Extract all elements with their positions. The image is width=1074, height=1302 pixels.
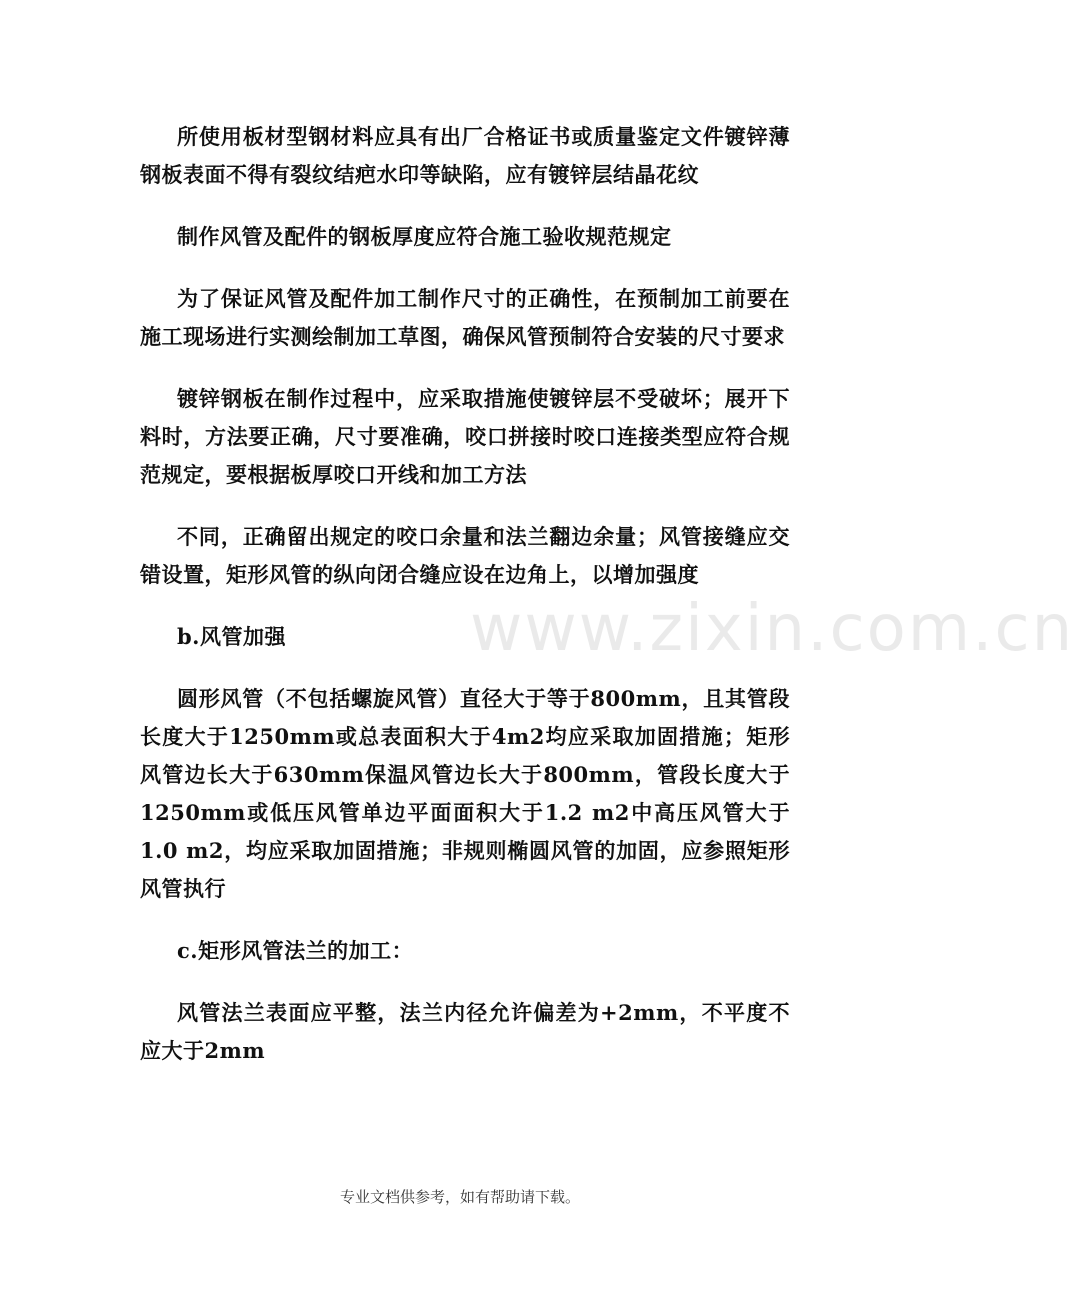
paragraph-site-measurement: 为了保证风管及配件加工制作尺寸的正确性，在预制加工前要在施工现场进行实测绘制加工草图，确保风管预制符合安装的尺寸要求 [140,286,790,349]
document-body [140,118,790,1094]
section-heading-flange-processing: c.矩形风管法兰的加工： [177,938,414,963]
page-footer: 专业文档供参考，如有帮助请下载。 [339,1188,580,1206]
paragraph-seam-allowance: 不同，正确留出规定的咬口余量和法兰翻边余量；风管接缝应交错设置，矩形风管的纵向闭合缝应设在边角上，以增加强度 [140,524,790,587]
paragraph-materials: 所使用板材型钢材料应具有出厂合格证书或质量鉴定文件镀锌薄钢板表面不得有裂纹结疤水印等缺陷，应有镀锌层结晶花纹 [140,124,790,187]
paragraph-flange-tolerance: 风管法兰表面应平整，法兰内径允许偏差为+2mm，不平度不应大于2mm [140,1000,790,1063]
watermark-text: www.zixin.com.cn [470,592,1074,666]
paragraph-galvanized-processing: 镀锌钢板在制作过程中，应采取措施使镀锌层不受破坏；展开下料时，方法要正确，尺寸要准确，咬口拼接时咬口连接类型应符合规范规定，要根据板厚咬口开线和加工方法 [140,386,790,487]
section-heading-duct-reinforcement: b.风管加强 [177,624,286,649]
paragraph-plate-thickness: 制作风管及配件的钢板厚度应符合施工验收规范规定 [177,224,672,249]
paragraph-reinforcement-rules: 圆形风管（不包括螺旋风管）直径大于等于800mm，且其管段长度大于1250mm或总表面积大于4m2均应采取加固措施；矩形风管边长大于630mm保温风管边长大于800mm，管段长度大于1250mm或低压风管单边平面面积大于1.2 m2中高压风管大于1.0 m2，均应采取加固措施；非规则椭圆风管的加固，应参照矩形风管执行 [140,686,790,901]
